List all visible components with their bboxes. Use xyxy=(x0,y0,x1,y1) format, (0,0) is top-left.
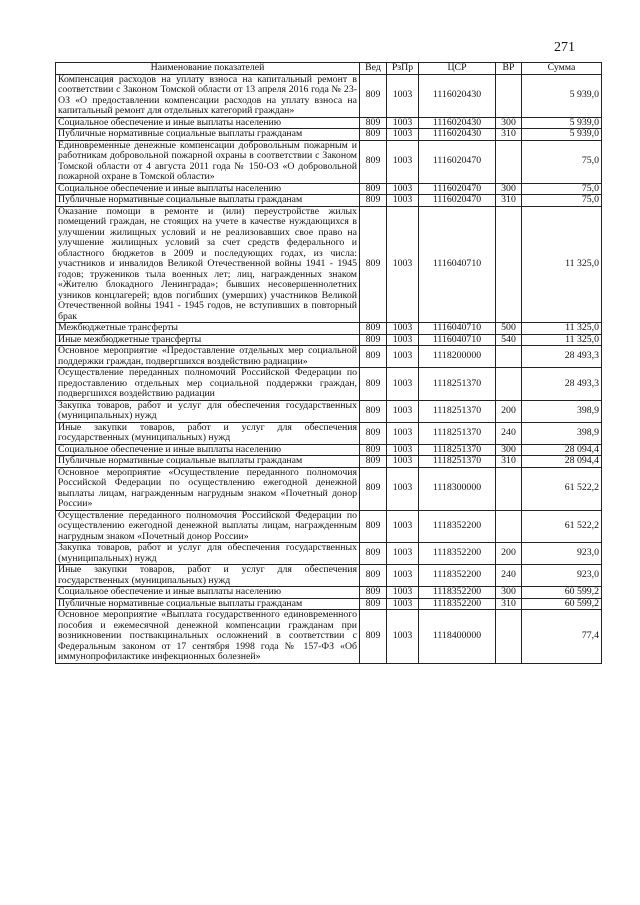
cell-sum: 28 094,4 xyxy=(522,444,602,456)
cell-rzpr: 1003 xyxy=(387,323,419,335)
cell-vr: 200 xyxy=(496,400,522,422)
cell-ved: 809 xyxy=(360,346,387,368)
cell-name: Иные межбюджетные трансферты xyxy=(56,334,360,346)
cell-csr: 1118251370 xyxy=(419,444,496,456)
cell-vr: 540 xyxy=(496,334,522,346)
cell-rzpr: 1003 xyxy=(387,117,419,129)
cell-name: Социальное обеспечение и иные выплаты населению xyxy=(56,444,360,456)
cell-sum: 28 493,3 xyxy=(522,368,602,401)
cell-vr xyxy=(496,610,522,664)
cell-rzpr: 1003 xyxy=(387,368,419,401)
cell-vr xyxy=(496,368,522,401)
cell-rzpr: 1003 xyxy=(387,140,419,183)
cell-ved: 809 xyxy=(360,195,387,207)
cell-name: Основное мероприятие «Выплата государственного единовременного пособия и ежемесячной денежной компенсации гражданам при возникновении поствакцинальных осложнений в соответствии с Федеральным законом от 17 сентября 1998 года № 157-ФЗ «Об иммунопрофилактике инфекционных болезней» xyxy=(56,610,360,664)
cell-csr: 1118251370 xyxy=(419,368,496,401)
cell-ved: 809 xyxy=(360,117,387,129)
cell-vr xyxy=(496,140,522,183)
table-row xyxy=(56,74,602,117)
header-sum: Сумма xyxy=(522,63,602,75)
cell-ved: 809 xyxy=(360,565,387,587)
cell-sum: 60 599,2 xyxy=(522,598,602,610)
cell-sum: 398,9 xyxy=(522,400,602,422)
cell-vr: 310 xyxy=(496,598,522,610)
table-row xyxy=(56,323,602,335)
cell-sum: 923,0 xyxy=(522,565,602,587)
cell-name: Основное мероприятие «Осуществление переданного полномочия Российской Федерации по осуществлению ежегодной денежной выплаты лицам, награжденным нагрудным знаком «Почетный донор России» xyxy=(56,467,360,510)
cell-vr: 300 xyxy=(496,183,522,195)
table-row xyxy=(56,587,602,599)
cell-ved: 809 xyxy=(360,456,387,468)
cell-csr: 1118251370 xyxy=(419,456,496,468)
header-name: Наименование показателей xyxy=(56,63,360,75)
table-row xyxy=(56,456,602,468)
cell-ved: 809 xyxy=(360,467,387,510)
cell-csr: 1116020430 xyxy=(419,117,496,129)
table-body xyxy=(56,74,602,663)
cell-sum: 60 599,2 xyxy=(522,587,602,599)
page-number: 271 xyxy=(554,40,575,55)
cell-rzpr: 1003 xyxy=(387,346,419,368)
cell-vr: 310 xyxy=(496,195,522,207)
cell-name: Иные закупки товаров, работ и услуг для обеспечения государственных (муниципальных) нужд xyxy=(56,565,360,587)
cell-vr: 310 xyxy=(496,129,522,141)
cell-rzpr: 1003 xyxy=(387,510,419,543)
table-row xyxy=(56,117,602,129)
table-header-row xyxy=(56,63,602,75)
cell-vr: 310 xyxy=(496,456,522,468)
cell-ved: 809 xyxy=(360,74,387,117)
cell-csr: 1118200000 xyxy=(419,346,496,368)
cell-name: Оказание помощи в ремонте и (или) переустройстве жилых помещений граждан, не стоящих на учете в качестве нуждающихся в улучшении жилищных условий и не реализовавших свое право на улучшение жилищных условий за счет средств федерального и областного бюджетов в 2009 и последующих годах, из числа: участников и инвалидов Великой Отечественной войны 1941 - 1945 годов; тружеников тыла военных лет; лиц, награжденных знаком «Жителю блокадного Ленинграда»; бывших несовершеннолетних узников концлагерей; вдов погибших (умерших) участников Великой Отечественной войны 1941 - 1945 годов, не вступивших в повторный брак xyxy=(56,206,360,323)
cell-ved: 809 xyxy=(360,587,387,599)
table-row xyxy=(56,183,602,195)
cell-vr: 300 xyxy=(496,117,522,129)
cell-name: Социальное обеспечение и иные выплаты населению xyxy=(56,183,360,195)
cell-vr xyxy=(496,510,522,543)
cell-name: Единовременные денежные компенсации добровольным пожарным и работникам добровольной пожарной охраны в соответствии с Законом Томской области от 4 августа 2011 года № 150-ОЗ «О добровольной пожарной охране в Томской области» xyxy=(56,140,360,183)
cell-name: Публичные нормативные социальные выплаты гражданам xyxy=(56,598,360,610)
cell-ved: 809 xyxy=(360,129,387,141)
cell-csr: 1116020470 xyxy=(419,183,496,195)
cell-sum: 28 493,3 xyxy=(522,346,602,368)
table-row xyxy=(56,467,602,510)
cell-name: Социальное обеспечение и иные выплаты населению xyxy=(56,117,360,129)
cell-csr: 1118352200 xyxy=(419,598,496,610)
cell-csr: 1116040710 xyxy=(419,206,496,323)
table-row xyxy=(56,195,602,207)
cell-ved: 809 xyxy=(360,368,387,401)
cell-csr: 1118352200 xyxy=(419,565,496,587)
table-row xyxy=(56,400,602,422)
cell-sum: 77,4 xyxy=(522,610,602,664)
table-row xyxy=(56,422,602,444)
table-row xyxy=(56,444,602,456)
cell-rzpr: 1003 xyxy=(387,129,419,141)
cell-name: Социальное обеспечение и иные выплаты населению xyxy=(56,587,360,599)
cell-csr: 1116020430 xyxy=(419,129,496,141)
table-row xyxy=(56,206,602,323)
cell-rzpr: 1003 xyxy=(387,74,419,117)
cell-csr: 1118352200 xyxy=(419,510,496,543)
cell-name: Закупка товаров, работ и услуг для обеспечения государственных (муниципальных) нужд xyxy=(56,400,360,422)
cell-vr: 240 xyxy=(496,565,522,587)
cell-name: Осуществление переданных полномочий Российской Федерации по предоставлению отдельных мер социальной поддержки граждан, подвергшихся воздействию радиации xyxy=(56,368,360,401)
cell-ved: 809 xyxy=(360,510,387,543)
table-row xyxy=(56,510,602,543)
cell-rzpr: 1003 xyxy=(387,467,419,510)
cell-rzpr: 1003 xyxy=(387,598,419,610)
cell-ved: 809 xyxy=(360,422,387,444)
cell-ved: 809 xyxy=(360,206,387,323)
cell-rzpr: 1003 xyxy=(387,195,419,207)
cell-sum: 75,0 xyxy=(522,195,602,207)
cell-csr: 1118300000 xyxy=(419,467,496,510)
cell-ved: 809 xyxy=(360,543,387,565)
cell-sum: 5 939,0 xyxy=(522,74,602,117)
cell-ved: 809 xyxy=(360,323,387,335)
cell-csr: 1116020470 xyxy=(419,195,496,207)
cell-sum: 11 325,0 xyxy=(522,334,602,346)
cell-rzpr: 1003 xyxy=(387,183,419,195)
header-csr: ЦСР xyxy=(419,63,496,75)
table-row xyxy=(56,334,602,346)
cell-csr: 1116040710 xyxy=(419,323,496,335)
cell-vr: 500 xyxy=(496,323,522,335)
cell-ved: 809 xyxy=(360,598,387,610)
cell-sum: 5 939,0 xyxy=(522,129,602,141)
table-row xyxy=(56,346,602,368)
cell-ved: 809 xyxy=(360,183,387,195)
table-row xyxy=(56,543,602,565)
cell-name: Публичные нормативные социальные выплаты гражданам xyxy=(56,456,360,468)
cell-sum: 923,0 xyxy=(522,543,602,565)
cell-rzpr: 1003 xyxy=(387,422,419,444)
table-row xyxy=(56,140,602,183)
header-rzpr: РзПр xyxy=(387,63,419,75)
table-row xyxy=(56,565,602,587)
table-row xyxy=(56,610,602,664)
cell-ved: 809 xyxy=(360,334,387,346)
cell-name: Закупка товаров, работ и услуг для обеспечения государственных (муниципальных) нужд xyxy=(56,543,360,565)
cell-csr: 1116020470 xyxy=(419,140,496,183)
header-vr: ВР xyxy=(496,63,522,75)
cell-name: Публичные нормативные социальные выплаты гражданам xyxy=(56,195,360,207)
cell-csr: 1118251370 xyxy=(419,400,496,422)
cell-csr: 1118352200 xyxy=(419,587,496,599)
cell-rzpr: 1003 xyxy=(387,334,419,346)
cell-ved: 809 xyxy=(360,140,387,183)
cell-sum: 61 522,2 xyxy=(522,510,602,543)
cell-name: Иные закупки товаров, работ и услуг для обеспечения государственных (муниципальных) нужд xyxy=(56,422,360,444)
budget-table xyxy=(55,62,602,664)
cell-sum: 11 325,0 xyxy=(522,323,602,335)
header-ved: Вед xyxy=(360,63,387,75)
cell-sum: 11 325,0 xyxy=(522,206,602,323)
cell-name: Основное мероприятие «Предоставление отдельных мер социальной поддержки граждан, подвергшихся воздействию радиации» xyxy=(56,346,360,368)
cell-rzpr: 1003 xyxy=(387,565,419,587)
cell-vr: 300 xyxy=(496,444,522,456)
cell-name: Публичные нормативные социальные выплаты гражданам xyxy=(56,129,360,141)
cell-rzpr: 1003 xyxy=(387,444,419,456)
cell-vr xyxy=(496,206,522,323)
cell-ved: 809 xyxy=(360,610,387,664)
cell-vr: 300 xyxy=(496,587,522,599)
cell-name: Осуществление переданного полномочия Российской Федерации по осуществлению ежегодной денежной выплаты лицам, награжденным нагрудным знаком «Почетный донор России» xyxy=(56,510,360,543)
table-row xyxy=(56,368,602,401)
cell-sum: 75,0 xyxy=(522,183,602,195)
cell-sum: 5 939,0 xyxy=(522,117,602,129)
cell-rzpr: 1003 xyxy=(387,206,419,323)
cell-vr: 200 xyxy=(496,543,522,565)
cell-rzpr: 1003 xyxy=(387,400,419,422)
cell-csr: 1118251370 xyxy=(419,422,496,444)
cell-sum: 61 522,2 xyxy=(522,467,602,510)
cell-sum: 398,9 xyxy=(522,422,602,444)
cell-csr: 1118352200 xyxy=(419,543,496,565)
cell-sum: 75,0 xyxy=(522,140,602,183)
cell-vr xyxy=(496,74,522,117)
cell-rzpr: 1003 xyxy=(387,543,419,565)
cell-vr xyxy=(496,467,522,510)
cell-name: Межбюджетные трансферты xyxy=(56,323,360,335)
cell-rzpr: 1003 xyxy=(387,456,419,468)
table-row xyxy=(56,598,602,610)
cell-vr: 240 xyxy=(496,422,522,444)
table-row xyxy=(56,129,602,141)
cell-rzpr: 1003 xyxy=(387,587,419,599)
cell-ved: 809 xyxy=(360,444,387,456)
cell-ved: 809 xyxy=(360,400,387,422)
cell-vr xyxy=(496,346,522,368)
cell-csr: 1116040710 xyxy=(419,334,496,346)
cell-rzpr: 1003 xyxy=(387,610,419,664)
cell-name: Компенсация расходов на уплату взноса на капитальный ремонт в соответствии с Законом Томской области от 13 апреля 2016 года № 23-ОЗ «О предоставлении компенсации расходов на уплату взноса на капитальный ремонт для отдельных категорий граждан» xyxy=(56,74,360,117)
cell-sum: 28 094,4 xyxy=(522,456,602,468)
cell-csr: 1118400000 xyxy=(419,610,496,664)
cell-csr: 1116020430 xyxy=(419,74,496,117)
